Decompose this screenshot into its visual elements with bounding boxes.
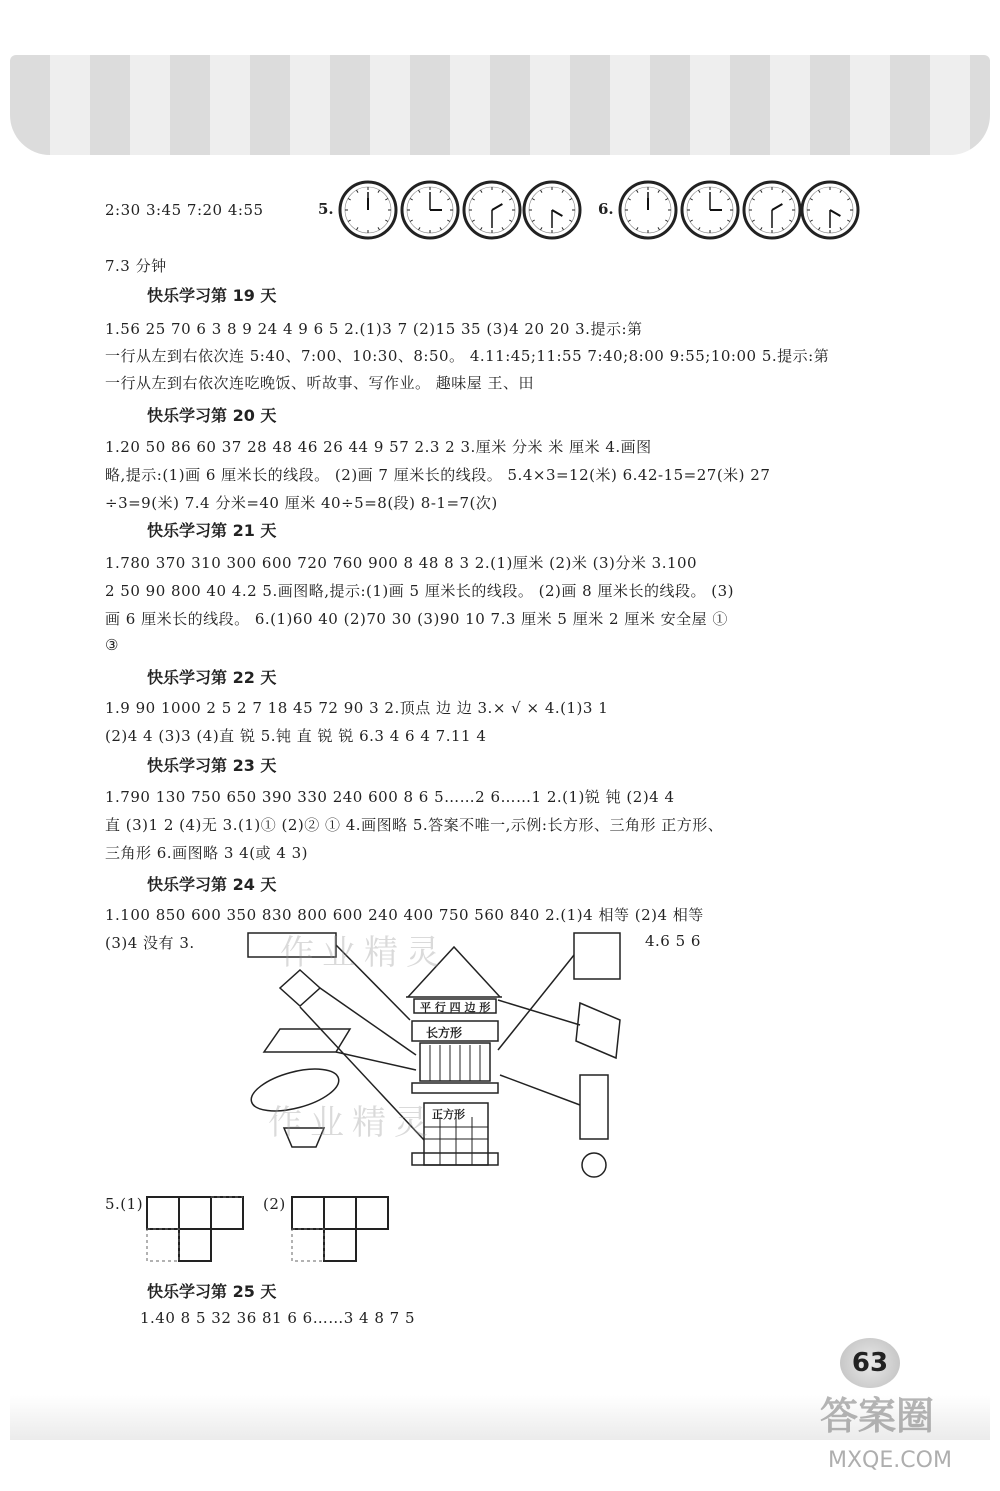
q5-label-1: 5.(1) [105,1195,144,1213]
text-line: (3)4 没有 3. [105,934,195,952]
text-line: ③ [105,636,119,654]
text-line: 1.9 90 1000 2 5 2 7 18 45 72 90 3 2.顶点 边 边 3.× √ × 4.(1)3 1 [105,699,609,717]
text-line: ÷3=9(米) 7.4 分米=40 厘米 40÷5=8(段) 8-1=7(次) [105,494,498,512]
answer-7: 7.3 分钟 [105,257,167,275]
text-line: 1.56 25 70 6 3 8 9 24 4 9 6 5 2.(1)3 7 (2)15 35 (3)4 20 20 3.提示:第 [105,320,643,338]
answer-4-tail: 4.6 5 6 [645,932,701,950]
page-number: 63 [840,1338,900,1388]
cube-net-1 [145,1195,247,1265]
text-line: 1.40 8 5 32 36 81 6 6……3 4 8 7 5 [140,1309,415,1327]
text-line: 直 (3)1 2 (4)无 3.(1)① (2)② ① 4.画图略 5.答案不唯一,示例:长方形、三角形 正方形、 [105,816,724,834]
text-line: 2 50 90 800 40 4.2 5.画图略,提示:(1)画 5 厘米长的线段。 (2)画 8 厘米长的线段。 (3) [105,582,734,600]
clock-face [742,180,802,240]
q6-label: 6. [598,200,614,218]
site-logo-url: MXQE.COM [828,1448,952,1473]
text-line: 三角形 6.画图略 3 4(或 4 3) [105,844,309,862]
text-line: 一行从左到右依次连 5:40、7:00、10:30、8:50。 4.11:45;11:55 7:40;8:00 9:55;10:00 5.提示:第 [105,347,830,365]
text-line: 略,提示:(1)画 6 厘米长的线段。 (2)画 7 厘米长的线段。 5.4×3=12(米) 6.42-15=27(米) 27 [105,466,771,484]
section-title-23: 快乐学习第 23 天 [147,756,277,775]
text-line: 1.20 50 86 60 37 28 48 46 26 44 9 57 2.3 2 3.厘米 分米 米 厘米 4.画图 [105,438,652,456]
clock-face [800,180,860,240]
text-line: 1.780 370 310 300 600 720 760 900 8 48 8 3 2.(1)厘米 (2)米 (3)分米 3.100 [105,554,698,572]
section-title-19: 快乐学习第 19 天 [147,286,277,305]
section-title-20: 快乐学习第 20 天 [147,406,277,425]
clock-face [618,180,678,240]
cube-net-2 [290,1195,392,1265]
roof-label: 平 行 四 边 形 [420,1001,491,1014]
clock-face [338,180,398,240]
text-line: 画 6 厘米长的线段。 6.(1)60 40 (2)70 30 (3)90 10 7.3 厘米 5 厘米 2 厘米 安全屋 ① [105,610,728,628]
clock-face [680,180,740,240]
watermark-top: 作业精灵 [280,933,448,973]
section-title-22: 快乐学习第 22 天 [147,668,277,687]
clock-face [522,180,582,240]
clock-times: 2:30 3:45 7:20 4:55 [105,201,264,219]
text-line: 1.790 130 750 650 390 330 240 600 8 6 5……2 6……1 2.(1)锐 钝 (2)4 4 [105,788,675,806]
section-title-21: 快乐学习第 21 天 [147,521,277,540]
section-title-25: 快乐学习第 25 天 [147,1282,277,1301]
square-label: 正方形 [432,1108,465,1121]
text-line: 一行从左到右依次连吃晚饭、听故事、写作业。 趣味屋 王、田 [105,374,535,392]
header-decoration [10,55,990,155]
site-logo: 答案圈 [820,1394,935,1438]
text-line: 1.100 850 600 350 830 800 600 240 400 750 560 840 2.(1)4 相等 (2)4 相等 [105,906,704,924]
clock-face [400,180,460,240]
section-title-24: 快乐学习第 24 天 [147,875,277,894]
text-line: (2)4 4 (3)3 (4)直 锐 5.钝 直 锐 锐 6.3 4 6 4 7.11 4 [105,727,487,745]
clock-face [462,180,522,240]
rectangle-label: 长方形 [426,1026,463,1040]
watermark-bottom: 作业精灵 [268,1103,436,1143]
q5-label-2: (2) [263,1195,286,1213]
q5-label: 5. [318,200,334,218]
